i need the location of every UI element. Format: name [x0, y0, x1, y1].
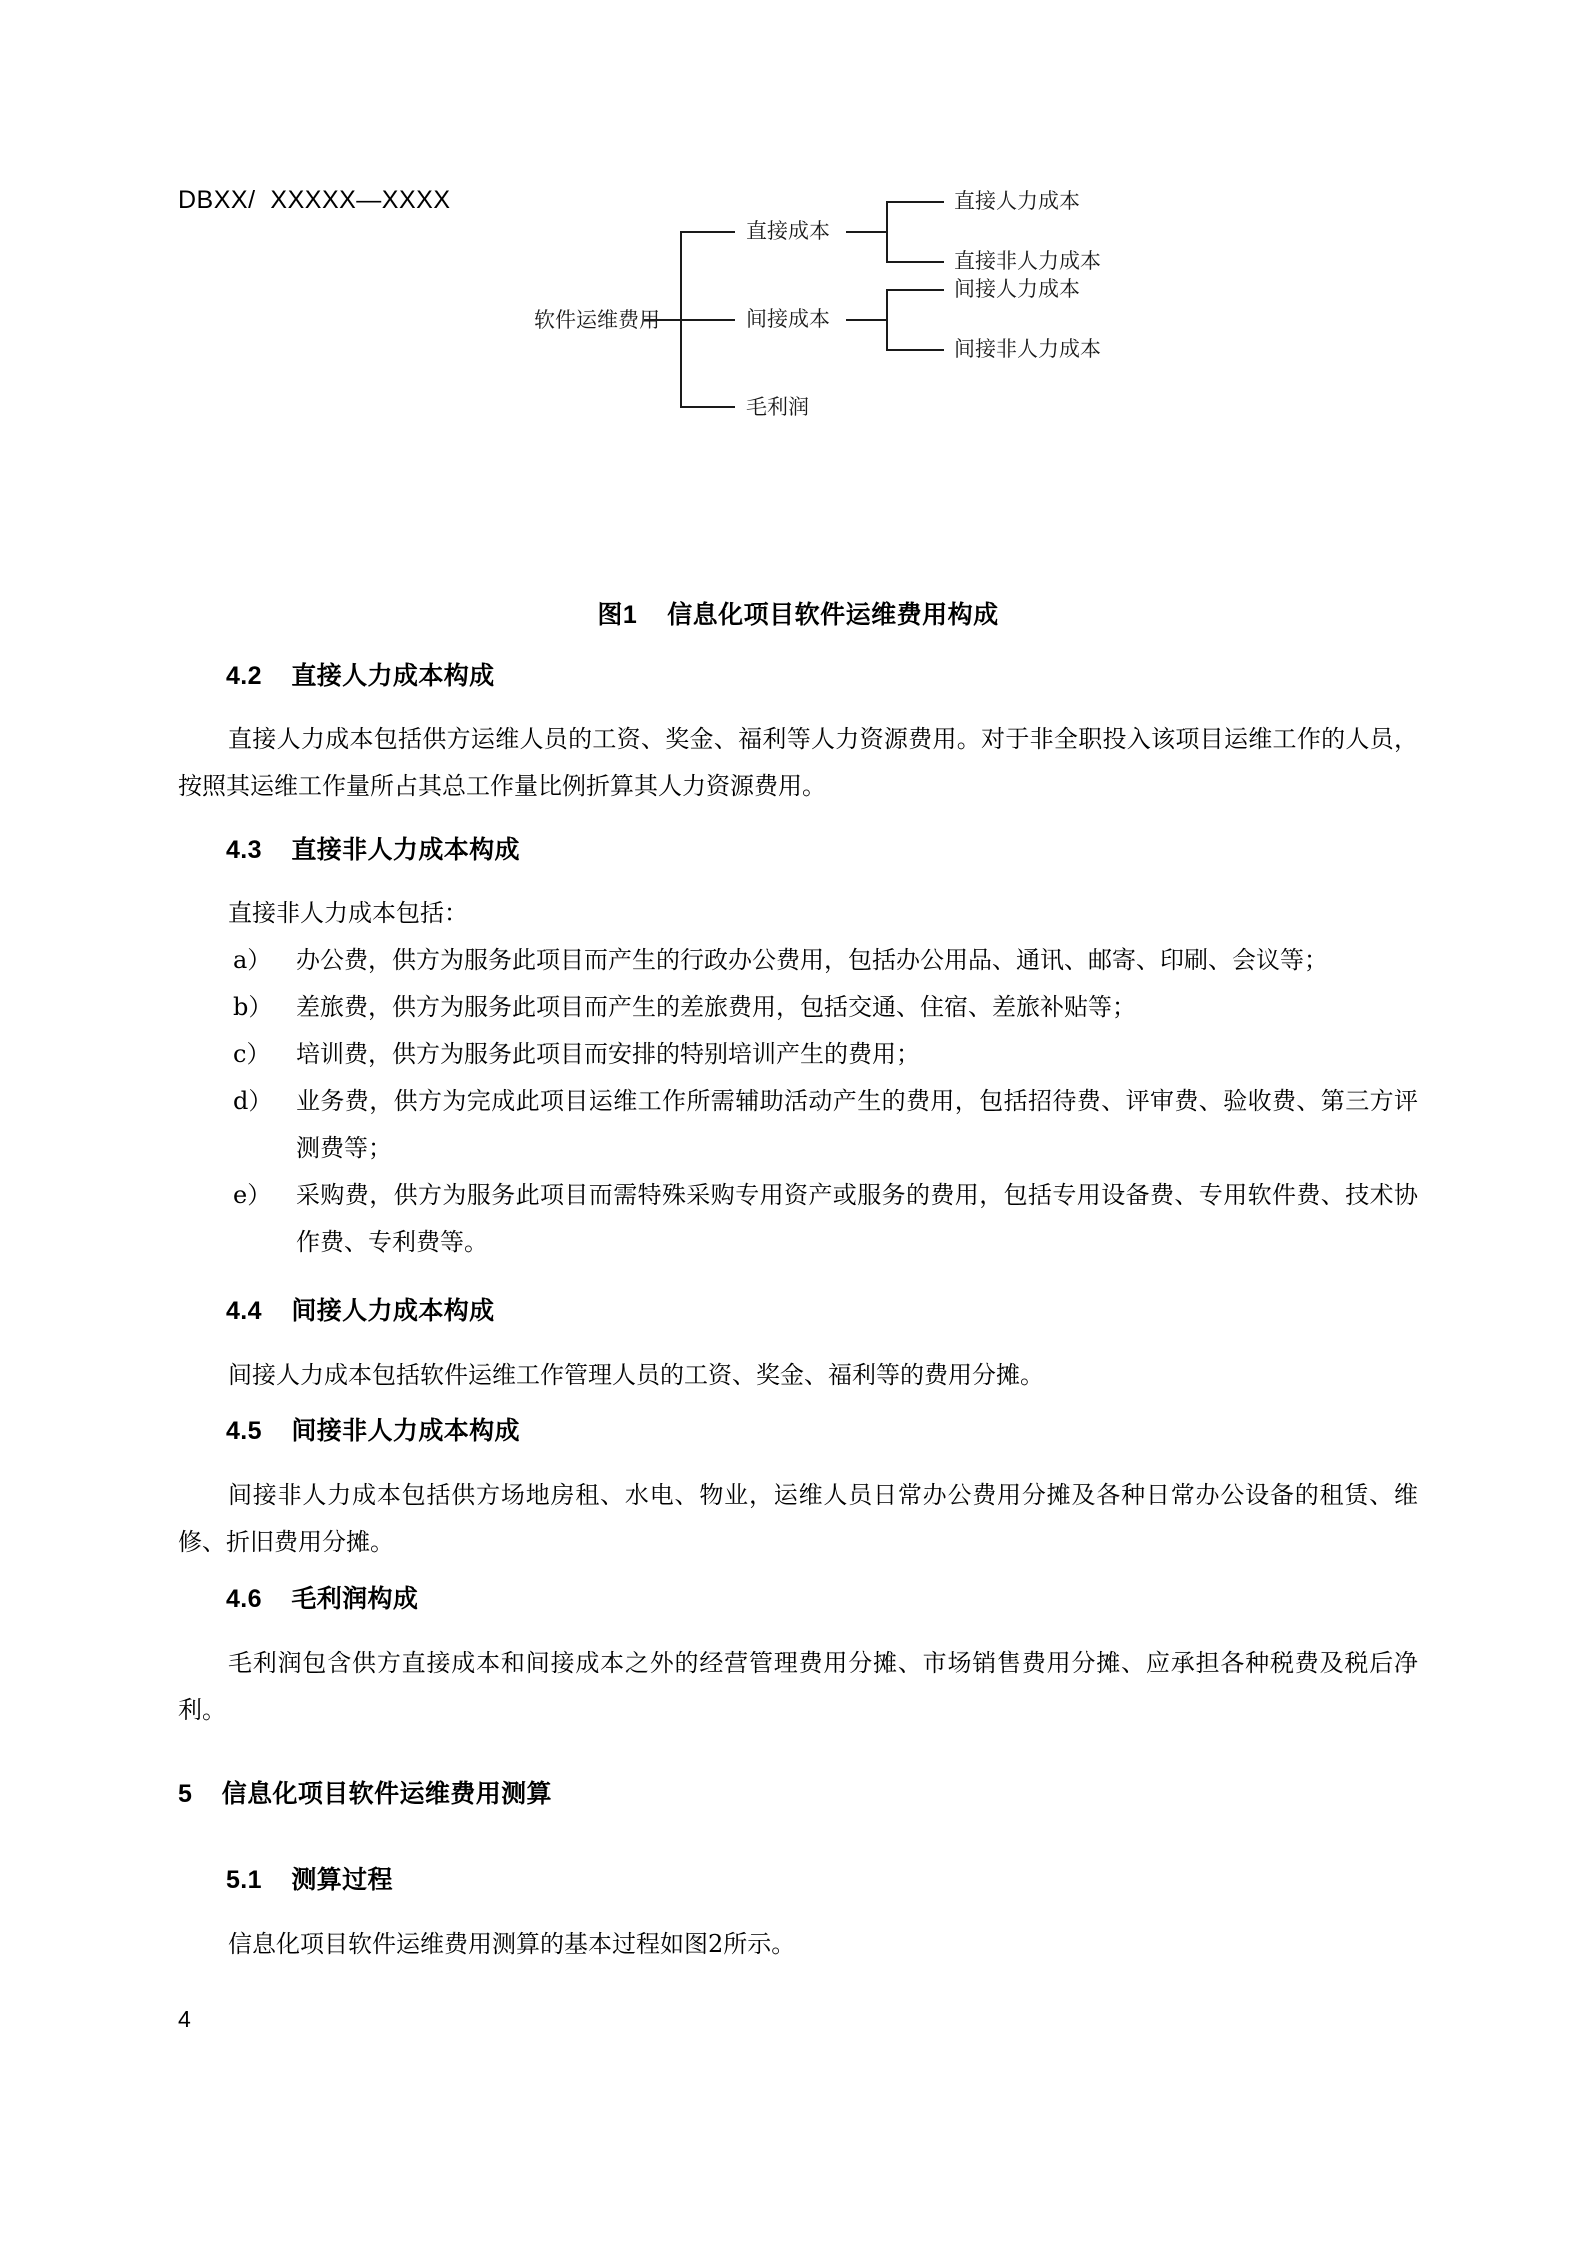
heading-4-2: 4.2 直接人力成本构成 [226, 662, 495, 690]
list-item-text: 办公费，供方为服务此项目而产生的行政办公费用，包括办公用品、通讯、邮寄、印刷、会议等； [296, 946, 1328, 974]
paragraph-4-2-body: 直接人力成本包括供方运维人员的工资、奖金、福利等人力资源费用。对于非全职投入该项目运维工作的人员，按照其运维工作量所占其总工作量比例折算其人力资源费用。 [178, 725, 1418, 800]
diagram-branch-label-gross-profit: 毛利润 [746, 395, 809, 419]
paragraph-5-1-body: 信息化项目软件运维费用测算的基本过程如图2所示。 [228, 1930, 796, 1958]
diagram-root-connector [644, 319, 682, 321]
heading-4-5: 4.5 间接非人力成本构成 [226, 1417, 520, 1445]
diagram-level1-arm-indirect [680, 319, 735, 321]
paragraph-4-4-body: 间接人力成本包括软件运维工作管理人员的工资、奖金、福利等的费用分摊。 [228, 1361, 1044, 1389]
list-item [178, 1078, 1418, 1172]
diagram-indirect-arm-labor [886, 289, 944, 291]
list-item-text: 业务费，供方为完成此项目运维工作所需辅助活动产生的费用，包括招待费、评审费、验收费、第三方评测费等； [296, 1087, 1418, 1162]
paragraph-4-3-lead: 直接非人力成本包括： [228, 899, 468, 927]
list-4-3 [178, 937, 1418, 1266]
page-number: 4 [178, 2006, 191, 2032]
diagram-indirect-connector [846, 319, 888, 321]
document-header-standard-number: DBXX/ XXXXX—XXXX [178, 186, 451, 214]
diagram-direct-arm-labor [886, 201, 944, 203]
heading-4-6: 4.6 毛利润构成 [226, 1585, 419, 1613]
diagram-leaf-label-indirect-nonlabor-cost: 间接非人力成本 [954, 337, 1101, 361]
list-item-marker: c） [233, 1040, 271, 1068]
diagram-direct-connector [846, 231, 888, 233]
heading-5: 5 信息化项目软件运维费用测算 [178, 1780, 552, 1808]
list-item [178, 1172, 1418, 1266]
heading-4-3: 4.3 直接非人力成本构成 [226, 836, 520, 864]
list-item-text: 采购费，供方为服务此项目而需特殊采购专用资产或服务的费用，包括专用设备费、专用软件费、技术协作费、专利费等。 [296, 1181, 1418, 1256]
diagram-leaf-label-direct-nonlabor-cost: 直接非人力成本 [954, 249, 1101, 273]
list-item [178, 984, 1418, 1031]
list-item-marker: d） [233, 1087, 273, 1115]
heading-5-1: 5.1 测算过程 [226, 1866, 393, 1894]
heading-4-4: 4.4 间接人力成本构成 [226, 1297, 495, 1325]
paragraph-4-6-body: 毛利润包含供方直接成本和间接成本之外的经营管理费用分摊、市场销售费用分摊、应承担各种税费及税后净利。 [178, 1649, 1418, 1724]
diagram-leaf-label-direct-labor-cost: 直接人力成本 [954, 189, 1080, 213]
list-item-marker: e） [233, 1181, 272, 1209]
list-item [178, 1031, 1418, 1078]
diagram-branch-label-indirect-cost: 间接成本 [746, 307, 830, 331]
diagram-root-label: 软件运维费用 [534, 308, 660, 332]
list-item-text: 培训费，供方为服务此项目而安排的特别培训产生的费用； [296, 1040, 920, 1068]
figure-1-caption: 图1 信息化项目软件运维费用构成 [597, 601, 999, 629]
paragraph-4-5-body: 间接非人力成本包括供方场地房租、水电、物业，运维人员日常办公费用分摊及各种日常办公设备的租赁、维修、折旧费用分摊。 [178, 1481, 1418, 1556]
list-item-marker: b） [233, 993, 273, 1021]
list-item-text: 差旅费，供方为服务此项目而产生的差旅费用，包括交通、住宿、差旅补贴等； [296, 993, 1136, 1021]
figure-1-tree-diagram [356, 189, 1587, 580]
diagram-direct-arm-nonlabor [886, 261, 944, 263]
diagram-level1-arm-direct [680, 231, 735, 233]
diagram-indirect-spine [886, 289, 888, 350]
diagram-level1-arm-profit [680, 406, 735, 408]
diagram-direct-spine [886, 201, 888, 262]
diagram-leaf-label-indirect-labor-cost: 间接人力成本 [954, 277, 1080, 301]
list-item [178, 937, 1418, 984]
diagram-indirect-arm-nonlabor [886, 349, 944, 351]
diagram-branch-label-direct-cost: 直接成本 [746, 219, 830, 243]
list-item-marker: a） [233, 946, 272, 974]
